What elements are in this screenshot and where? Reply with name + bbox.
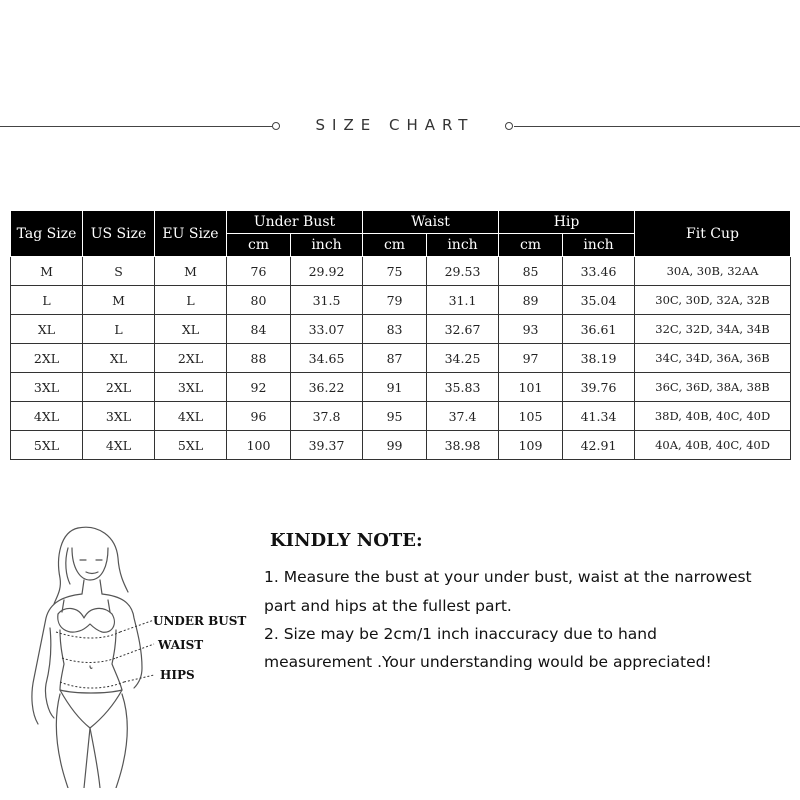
table-row (11, 286, 791, 315)
size-chart-header (0, 112, 800, 142)
table-cell: 39.76 (563, 373, 635, 402)
table-row (11, 344, 791, 373)
table-cell: 37.4 (427, 402, 499, 431)
table-cell: 32.67 (427, 315, 499, 344)
table-cell: XL (11, 315, 83, 344)
table-cell: 3XL (155, 373, 227, 402)
table-cell: S (83, 257, 155, 286)
table-cell: 84 (227, 315, 291, 344)
table-cell: 39.37 (291, 431, 363, 460)
table-cell: 31.1 (427, 286, 499, 315)
note-line-3: 2. Size may be 2cm/1 inch inaccuracy due to hand (264, 625, 657, 643)
table-cell: 100 (227, 431, 291, 460)
unit-inch: inch (563, 234, 635, 257)
table-cell: 29.92 (291, 257, 363, 286)
table-cell: 29.53 (427, 257, 499, 286)
size-table (10, 210, 791, 460)
table-cell: 31.5 (291, 286, 363, 315)
table-cell: 34.65 (291, 344, 363, 373)
table-cell: 35.04 (563, 286, 635, 315)
table-cell: 80 (227, 286, 291, 315)
table-cell: 101 (499, 373, 563, 402)
table-cell: 38D, 40B, 40C, 40D (635, 402, 791, 431)
table-cell: 30A, 30B, 32AA (635, 257, 791, 286)
table-cell: 5XL (11, 431, 83, 460)
table-cell: 2XL (83, 373, 155, 402)
table-cell: 5XL (155, 431, 227, 460)
table-cell: 36C, 36D, 38A, 38B (635, 373, 791, 402)
header-ornament-right (505, 122, 513, 130)
table-cell: 32C, 32D, 34A, 34B (635, 315, 791, 344)
unit-inch: inch (427, 234, 499, 257)
table-cell: 36.22 (291, 373, 363, 402)
table-cell: 88 (227, 344, 291, 373)
table-cell: 99 (363, 431, 427, 460)
table-cell: XL (83, 344, 155, 373)
header-waist: Waist (363, 211, 499, 234)
table-cell: 96 (227, 402, 291, 431)
note-line-4: measurement .Your understanding would be appreciated! (264, 653, 712, 671)
unit-cm: cm (227, 234, 291, 257)
note-title: KINDLY NOTE: (270, 530, 423, 551)
label-hips: HIPS (160, 668, 195, 682)
table-cell: 34.25 (427, 344, 499, 373)
note-line-1: 1. Measure the bust at your under bust, waist at the narrowest (264, 568, 752, 586)
table-cell: 79 (363, 286, 427, 315)
table-cell: M (11, 257, 83, 286)
table-cell: 38.19 (563, 344, 635, 373)
header-rule-right (514, 126, 800, 127)
header-rule-left (0, 126, 272, 127)
table-cell: 30C, 30D, 32A, 32B (635, 286, 791, 315)
measurement-figure (20, 518, 250, 788)
table-row (11, 373, 791, 402)
table-cell: 95 (363, 402, 427, 431)
table-cell: 105 (499, 402, 563, 431)
table-row (11, 315, 791, 344)
table-cell: 2XL (11, 344, 83, 373)
table-cell: 33.46 (563, 257, 635, 286)
table-cell: M (155, 257, 227, 286)
table-cell: 89 (499, 286, 563, 315)
table-cell: XL (155, 315, 227, 344)
woman-figure-illustration (20, 518, 250, 788)
table-row (11, 402, 791, 431)
table-cell: 83 (363, 315, 427, 344)
label-waist: WAIST (158, 638, 204, 652)
table-cell: 35.83 (427, 373, 499, 402)
table-cell: 4XL (11, 402, 83, 431)
header-fit-cup: Fit Cup (635, 211, 791, 257)
table-cell: 109 (499, 431, 563, 460)
table-cell: 91 (363, 373, 427, 402)
table-cell: 37.8 (291, 402, 363, 431)
table-cell: 42.91 (563, 431, 635, 460)
table-cell: L (155, 286, 227, 315)
unit-cm: cm (499, 234, 563, 257)
table-cell: 2XL (155, 344, 227, 373)
table-cell: 4XL (155, 402, 227, 431)
table-cell: 34C, 34D, 36A, 36B (635, 344, 791, 373)
table-cell: 87 (363, 344, 427, 373)
table-cell: 75 (363, 257, 427, 286)
header-ornament-left (272, 122, 280, 130)
table-cell: 93 (499, 315, 563, 344)
table-cell: 92 (227, 373, 291, 402)
table-cell: 36.61 (563, 315, 635, 344)
table-cell: L (11, 286, 83, 315)
header-us-size: US Size (83, 211, 155, 257)
table-row (11, 431, 791, 460)
table-cell: L (83, 315, 155, 344)
table-cell: M (83, 286, 155, 315)
unit-cm: cm (363, 234, 427, 257)
table-cell: 85 (499, 257, 563, 286)
table-cell: 76 (227, 257, 291, 286)
table-cell: 3XL (11, 373, 83, 402)
table-cell: 33.07 (291, 315, 363, 344)
header-eu-size: EU Size (155, 211, 227, 257)
table-cell: 97 (499, 344, 563, 373)
table-row (11, 257, 791, 286)
label-under-bust: UNDER BUST (153, 614, 247, 628)
table-cell: 38.98 (427, 431, 499, 460)
header-hip: Hip (499, 211, 635, 234)
table-cell: 4XL (83, 431, 155, 460)
table-cell: 3XL (83, 402, 155, 431)
table-cell: 40A, 40B, 40C, 40D (635, 431, 791, 460)
unit-inch: inch (291, 234, 363, 257)
note-line-2: part and hips at the fullest part. (264, 597, 512, 615)
table-cell: 41.34 (563, 402, 635, 431)
header-tag-size: Tag Size (11, 211, 83, 257)
header-under-bust: Under Bust (227, 211, 363, 234)
page-title: SIZE CHART (315, 116, 475, 134)
